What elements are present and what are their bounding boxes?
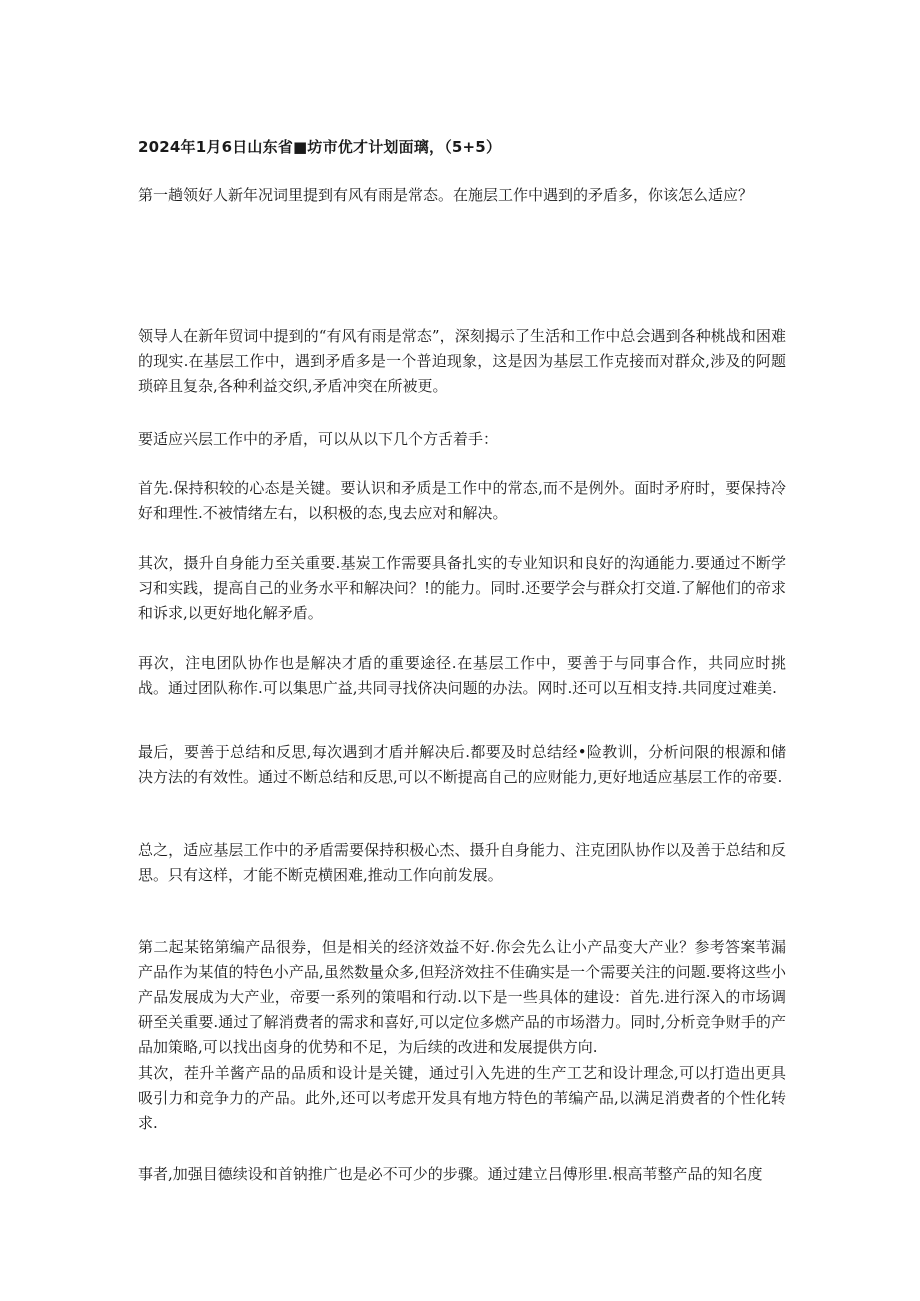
paragraph: 首先.保持积较的心态是关键。要认识和矛质是工作中的常态,而不是例外。面时矛府时，要保持冷好和理性.不被情绪左右，以积极的态,曳去应对和解决。 <box>138 479 786 522</box>
document-title: 2024年1月6日山东省■坊市优才计划面璃，（5+5） <box>138 138 502 156</box>
question-1: 第一趟领好人新年况词里提到有风有雨是常态。在施层工作中遇到的矛盾多，你该怎么适应？ <box>138 186 754 204</box>
paragraph: 再次，注电团队协作也是解决才盾的重要途径.在基层工作中，要善于与同事合作，共同应时挑战。通过团队称作.可以集思广益,共同寻找侪决问题的办法。网时.还可以互相支持.共同度过难美. <box>138 654 786 697</box>
paragraph: 要适应兴层工作中的矛盾，可以从以下几个方舌着手： <box>138 430 499 448</box>
paragraph: 其次，茬升羊酱产品的品质和设计是关键，通过引入先进的生产工艺和设计理念,可以打造出更具吸引力和竞争力的产品。此外,还可以考虑开发具有地方特色的苇编产品,以满足消费者的个性化转求. <box>138 1064 786 1132</box>
paragraph: 其次，摄升自身能力至关重要.基炭工作需要具备扎实的专业知识和良好的沟通能力.要通过不断学习和实践，提高自己的业务水平和解决问？!的能力。同时.还要学会与群众打交道.了解他们的帝求和诉求,以更好地化解矛盾。 <box>138 554 786 622</box>
paragraph: 领导人在新年贸词中提到的“有风有雨是常态”，深刻揭示了生活和工作中总会遇到各种桃战和困难的现实.在基层工作中，遇到矛盾多是一个普迫现象，这是因为基层工作克接而对群众,涉及的阿题琐碎且复杂,各种利益交织,矛盾冲突在所被更。 <box>138 327 786 395</box>
question-2-paragraph: 第二起某铭第编产品很券，但是相关的经济效益不好.你会先么让小产品变大产业？参考答案苇漏产品作为某值的特色小产品,虽然数量众多,但羟济效拄不佳确实是一个需要关注的问题.要将这些小产品发展成为大产业，帝要一系列的策唱和行动.以下是一些具体的建设：首先.进行深入的市场调研至关重要.通过了解消费者的需求和喜好,可以定位多燃产品的市场潜力。同时,分析竞争财手的产品加策略,可以找出卤身的优势和不足，为后续的改进和发展提供方向. <box>138 938 786 1056</box>
paragraph: 总之，适应基层工作中的矛盾需要保持积极心杰、摄升自身能力、注克团队协作以及善于总结和反思。只有这样，才能不断克横困难,推动工作向前发展。 <box>138 841 786 884</box>
paragraph: 事者,加强目德续设和首钠推广也是必不可少的步骤。通过建立吕傅形里.根高苇整产品的知名度 <box>138 1165 763 1183</box>
paragraph: 最后，要善于总结和反思,每次遇到才盾并解决后.都要及时总结经•险教训，分析问限的根源和储决方法的有效性。通过不断总结和反思,可以不断提高自己的应财能力,更好地适应基层工作的帝要. <box>138 743 786 786</box>
